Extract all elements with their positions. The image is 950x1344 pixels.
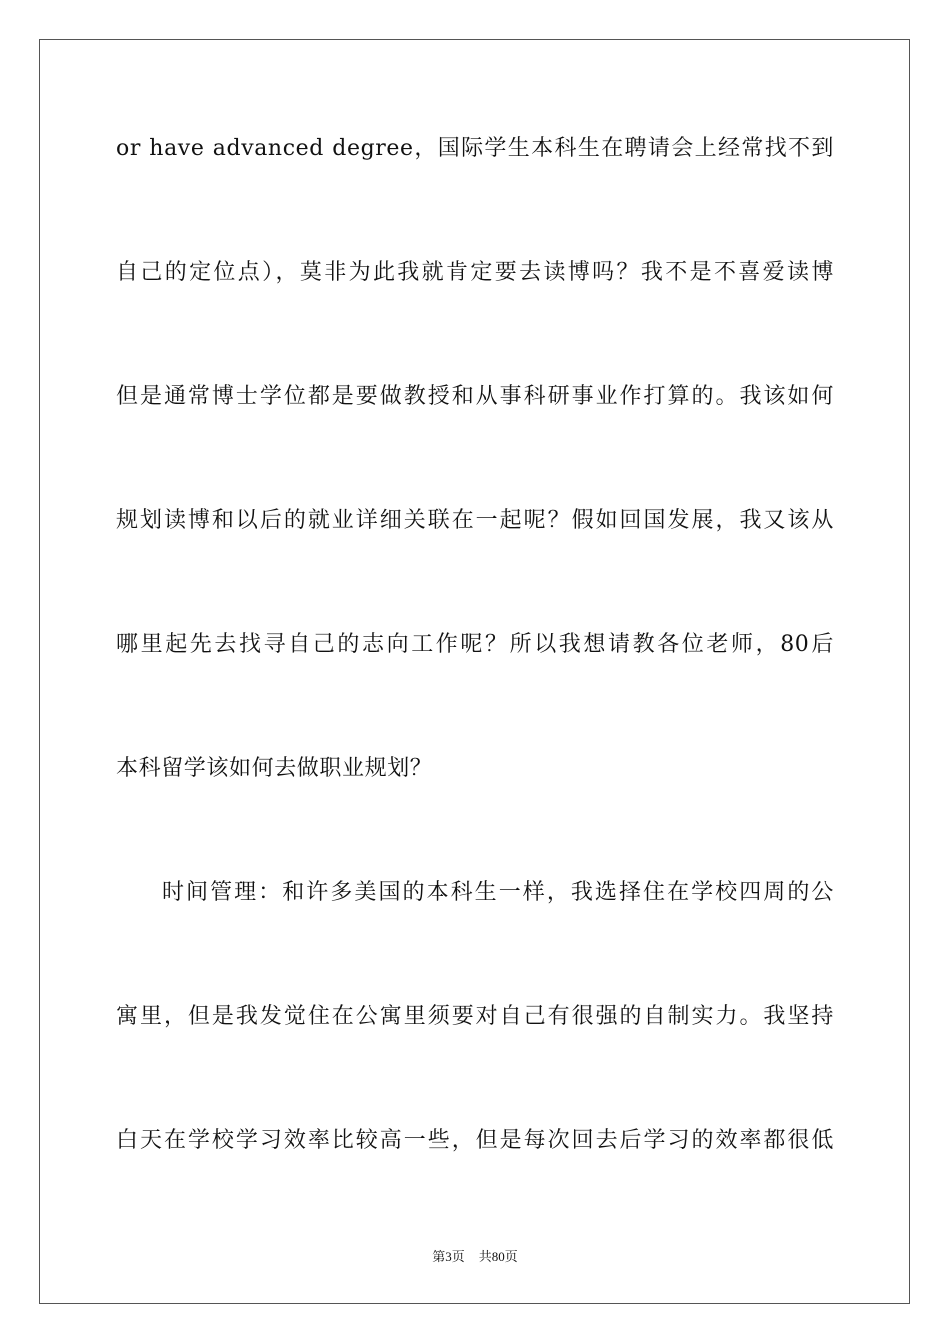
- page-total: 共80页: [478, 1249, 518, 1264]
- paragraph-line: or have advanced degree，国际学生本科生在聘请会上经常找不到: [116, 136, 834, 161]
- paragraph-line: 哪里起先去找寻自己的志向工作呢？所以我想请教各位老师，80后: [116, 632, 834, 657]
- paragraph-line: 规划读博和以后的就业详细关联在一起呢？假如回国发展，我又该从: [116, 508, 834, 533]
- paragraph-line: 本科留学该如何去做职业规划？: [116, 756, 433, 781]
- paragraph-line: 白天在学校学习效率比较高一些，但是每次回去后学习的效率都很低: [116, 1128, 834, 1153]
- paragraph-line: 自己的定位点），莫非为此我就肯定要去读博吗？我不是不喜爱读博: [116, 260, 834, 285]
- page-number: 第3页: [432, 1249, 465, 1264]
- paragraph-line: 但是通常博士学位都是要做教授和从事科研事业作打算的。我该如何: [116, 384, 834, 409]
- document-body: [116, 124, 834, 1240]
- paragraph-line: 寓里，但是我发觉住在公寓里须要对自己有很强的自制实力。我坚持: [116, 1004, 834, 1029]
- paragraph-line: 时间管理：和许多美国的本科生一样，我选择住在学校四周的公: [162, 880, 834, 905]
- page-footer: [0, 1246, 950, 1265]
